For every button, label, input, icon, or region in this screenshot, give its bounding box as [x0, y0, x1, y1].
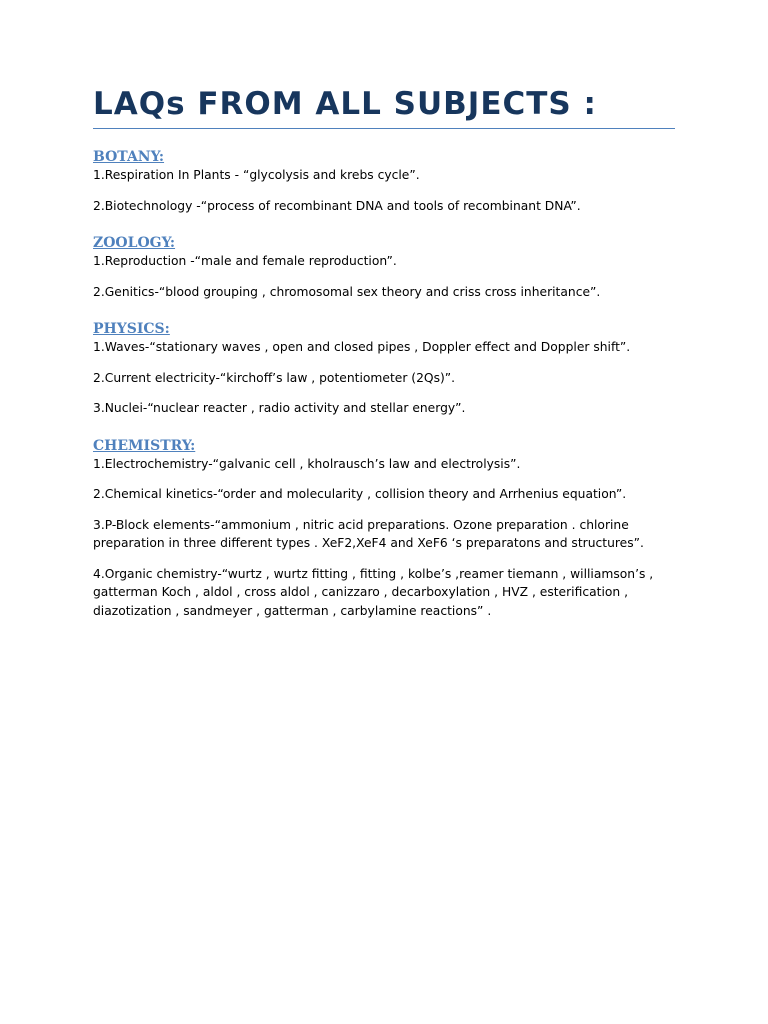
list-item: 2.Chemical kinetics-“order and molecularity , collision theory and Arrhenius equation”. — [93, 487, 627, 501]
list-item: 1.Electrochemistry-“galvanic cell , kholrausch’s law and electrolysis”. — [93, 456, 521, 471]
section-zoology — [93, 234, 675, 301]
list-item: 1.Respiration In Plants - “glycolysis and krebs cycle”. — [93, 168, 420, 182]
list-item: 4.Organic chemistry-“wurtz , wurtz fitting , fitting , kolbe’s ,reamer tiemann , williamson’s , gatterman Koch , aldol , cross aldol , canizzaro , decarboxylation , HVZ , esterification , diazotization , sandmeyer , gatterman , carbylamine reactions” . — [93, 566, 654, 618]
list-item: 2.Biotechnology -“process of recombinant DNA and tools of recombinant DNA”. — [93, 198, 581, 213]
section-chemistry — [93, 437, 675, 621]
list-item: 3.Nuclei-“nuclear reacter , radio activity and stellar energy”. — [93, 401, 466, 415]
page-title: LAQs FROM ALL SUBJECTS : — [93, 84, 675, 129]
section-heading-physics: PHYSICS: — [93, 321, 170, 337]
section-botany — [93, 148, 675, 215]
section-heading-chemistry: CHEMISTRY: — [93, 437, 196, 454]
section-heading-zoology: ZOOLOGY: — [93, 235, 176, 251]
section-heading-botany: BOTANY: — [93, 149, 165, 165]
section-physics — [93, 320, 675, 418]
list-item: 1.Reproduction -“male and female reproduction”. — [93, 254, 397, 268]
list-item: 3.P-Block elements-“ammonium , nitric acid preparations. Ozone preparation . chlorine preparation in three different types . XeF2,XeF4 and XeF6 ‘s preparatons and structures”. — [93, 517, 644, 550]
list-item: 1.Waves-“stationary waves , open and closed pipes , Doppler effect and Doppler shift”. — [93, 340, 631, 354]
list-item: 2.Genitics-“blood grouping , chromosomal sex theory and criss cross inheritance”. — [93, 284, 601, 299]
list-item: 2.Current electricity-“kirchoff’s law , potentiometer (2Qs)”. — [93, 370, 456, 385]
